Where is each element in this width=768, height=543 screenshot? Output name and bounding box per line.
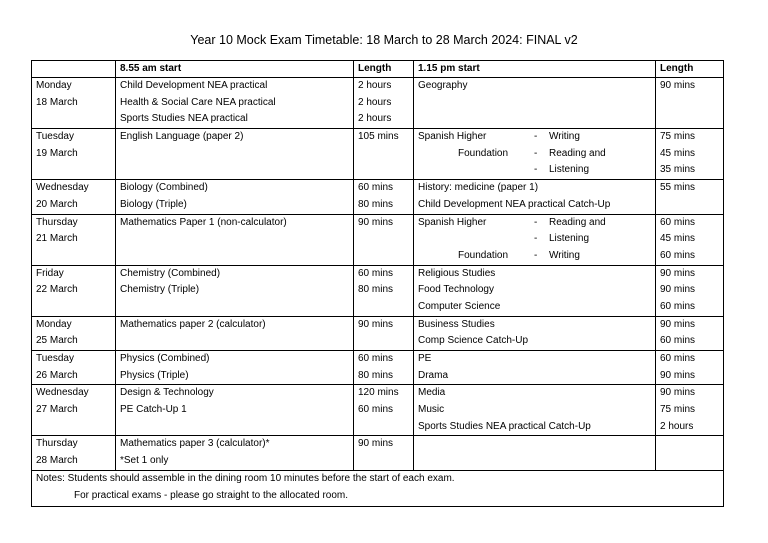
- exam-length: 90 mins: [358, 438, 394, 450]
- exam-length: 60 mins: [358, 267, 394, 279]
- exam-name: Health & Social Care NEA practical: [120, 96, 276, 108]
- am-exam-cell: [116, 385, 354, 436]
- day-cell: [32, 316, 116, 350]
- header-pm-start: 1.15 pm start: [414, 61, 656, 78]
- pm-length-cell: [656, 129, 724, 180]
- am-length-cell: [354, 78, 414, 129]
- day-date: 21 March: [36, 233, 78, 245]
- exam-length: 60 mins: [660, 335, 696, 347]
- exam-name: Chemistry (Triple): [120, 284, 200, 296]
- pm-length-cell: [656, 78, 724, 129]
- exam-name: Music: [418, 404, 445, 416]
- exam-name: Drama: [418, 369, 449, 381]
- day-name: Thursday: [36, 216, 78, 228]
- header-am-start: 8.55 am start: [116, 61, 354, 78]
- dash: -: [534, 249, 538, 261]
- exam-name: Mathematics paper 2 (calculator): [120, 318, 266, 330]
- day-name: Tuesday: [36, 353, 74, 364]
- pm-length-cell: [656, 180, 724, 214]
- exam-name: Biology (Triple): [120, 198, 187, 210]
- skill: Reading and: [549, 147, 606, 159]
- pm-length-cell: [656, 436, 724, 470]
- exam-length: 60 mins: [358, 353, 394, 364]
- day-date: 22 March: [36, 284, 78, 296]
- exam-name: Geography: [418, 80, 468, 91]
- table-row: [32, 214, 724, 265]
- exam-name: Child Development NEA practical Catch-Up: [418, 198, 611, 210]
- exam-length: 2 hours: [358, 80, 392, 91]
- spanish-higher-line: [418, 129, 655, 146]
- exam-length: 90 mins: [660, 80, 696, 91]
- exam-length: 55 mins: [660, 182, 696, 194]
- exam-length: 45 mins: [660, 147, 696, 159]
- exam-length: 45 mins: [660, 233, 696, 245]
- exam-length: 60 mins: [358, 182, 394, 194]
- exam-name: PE: [418, 353, 432, 364]
- exam-length: 90 mins: [358, 318, 394, 330]
- exam-length: 60 mins: [358, 404, 394, 416]
- dash: -: [534, 147, 538, 159]
- skill: Listening: [549, 164, 590, 176]
- exam-length: 80 mins: [358, 369, 394, 381]
- dash: -: [534, 131, 538, 143]
- am-length-cell: [354, 436, 414, 470]
- am-length-cell: [354, 214, 414, 265]
- day-date: 28 March: [36, 455, 78, 467]
- exam-name: Mathematics paper 3 (calculator)*: [120, 438, 270, 450]
- am-exam-cell: [116, 265, 354, 316]
- am-exam-cell: [116, 214, 354, 265]
- exam-length: 60 mins: [660, 300, 696, 312]
- pm-exam-cell: [414, 436, 656, 470]
- exam-name: Mathematics Paper 1 (non-calculator): [120, 216, 287, 228]
- spanish-higher-line: [418, 215, 655, 232]
- spanish-extra-line: [418, 162, 655, 179]
- header-pm-length: Length: [656, 61, 724, 78]
- table-row: [32, 316, 724, 350]
- exam-name: Computer Science: [418, 300, 501, 312]
- day-date: 27 March: [36, 404, 78, 416]
- am-length-cell: [354, 265, 414, 316]
- table-row: [32, 129, 724, 180]
- day-name: Friday: [36, 267, 64, 279]
- exam-length: 2 hours: [660, 420, 694, 432]
- header-row: [32, 61, 724, 78]
- am-length-cell: [354, 385, 414, 436]
- pm-exam-cell: [414, 129, 656, 180]
- table-row: [32, 265, 724, 316]
- day-cell: [32, 78, 116, 129]
- day-name: Thursday: [36, 438, 78, 450]
- day-date: 26 March: [36, 369, 78, 381]
- pm-exam-cell: [414, 385, 656, 436]
- day-cell: [32, 265, 116, 316]
- exam-name: Media: [418, 387, 446, 399]
- exam-length: 90 mins: [660, 387, 696, 399]
- day-name: Monday: [36, 80, 72, 91]
- pm-length-cell: [656, 385, 724, 436]
- am-length-cell: [354, 351, 414, 385]
- day-name: Tuesday: [36, 131, 74, 143]
- table-row: [32, 385, 724, 436]
- am-exam-cell: [116, 316, 354, 350]
- exam-length: 90 mins: [660, 318, 696, 330]
- day-name: Wednesday: [36, 182, 89, 194]
- exam-length: 60 mins: [660, 249, 696, 261]
- exam-length: 105 mins: [358, 131, 399, 143]
- exam-length: 75 mins: [660, 404, 696, 416]
- table-row: [32, 351, 724, 385]
- exam-length: 90 mins: [660, 369, 696, 381]
- pm-exam-cell: [414, 265, 656, 316]
- pm-exam-cell: [414, 316, 656, 350]
- am-exam-cell: [116, 436, 354, 470]
- exam-name: Design & Technology: [120, 387, 214, 399]
- exam-length: 90 mins: [660, 267, 696, 279]
- day-date: 20 March: [36, 198, 78, 210]
- dash: -: [534, 233, 538, 245]
- pm-exam-cell: [414, 78, 656, 129]
- am-exam-cell: [116, 180, 354, 214]
- day-date: 18 March: [36, 96, 78, 108]
- skill: Writing: [549, 131, 580, 143]
- page-title: Year 10 Mock Exam Timetable: 18 March to 28 March 2024: FINAL v2: [190, 33, 578, 47]
- pm-length-cell: [656, 265, 724, 316]
- exam-name: Business Studies: [418, 318, 495, 330]
- am-length-cell: [354, 129, 414, 180]
- day-name: Monday: [36, 318, 72, 330]
- spanish-foundation-line: [418, 146, 655, 163]
- table-row: [32, 436, 724, 470]
- pm-exam-cell: [414, 180, 656, 214]
- header-am-length: Length: [354, 61, 414, 78]
- pm-length-cell: [656, 351, 724, 385]
- exam-name: Chemistry (Combined): [120, 267, 221, 279]
- exam-length: 90 mins: [358, 216, 394, 228]
- skill: Reading and: [549, 216, 606, 228]
- exam-length: 75 mins: [660, 131, 696, 143]
- exam-name: Spanish Higher: [418, 131, 487, 143]
- tier-label: Foundation: [458, 249, 509, 261]
- exam-length: 35 mins: [660, 164, 696, 176]
- exam-length: 2 hours: [358, 113, 392, 125]
- exam-length: 60 mins: [660, 353, 696, 364]
- table-row: [32, 180, 724, 214]
- exam-footnote: *Set 1 only: [120, 455, 169, 467]
- dash: -: [534, 216, 538, 228]
- exam-length: 90 mins: [660, 284, 696, 296]
- day-date: 25 March: [36, 335, 78, 347]
- am-length-cell: [354, 316, 414, 350]
- exam-name: Physics (Triple): [120, 369, 189, 381]
- exam-name: Physics (Combined): [120, 353, 210, 364]
- day-cell: [32, 129, 116, 180]
- spanish-foundation-line: [418, 248, 655, 265]
- exam-name: Spanish Higher: [418, 216, 487, 228]
- am-exam-cell: [116, 129, 354, 180]
- exam-length: 120 mins: [358, 387, 399, 399]
- am-exam-cell: [116, 78, 354, 129]
- day-cell: [32, 180, 116, 214]
- pm-exam-cell: [414, 351, 656, 385]
- exam-name: Comp Science Catch-Up: [418, 335, 529, 347]
- exam-length: 60 mins: [660, 216, 696, 228]
- exam-name: Food Technology: [418, 284, 494, 296]
- exam-name: Sports Studies NEA practical Catch-Up: [418, 420, 591, 432]
- exam-length: 80 mins: [358, 284, 394, 296]
- note-line: For practical exams - please go straight to the allocated room.: [74, 489, 349, 501]
- table-row: [32, 78, 724, 129]
- day-cell: [32, 436, 116, 470]
- am-exam-cell: [116, 351, 354, 385]
- day-date: 19 March: [36, 147, 78, 159]
- exam-name: Sports Studies NEA practical: [120, 113, 248, 125]
- exam-name: Child Development NEA practical: [120, 80, 268, 91]
- pm-exam-cell: [414, 214, 656, 265]
- day-cell: [32, 214, 116, 265]
- exam-name: Religious Studies: [418, 267, 496, 279]
- pm-length-cell: [656, 316, 724, 350]
- notes-row: [32, 470, 724, 506]
- spanish-extra-line: [418, 231, 655, 248]
- exam-length: 2 hours: [358, 96, 392, 108]
- dash: -: [534, 164, 538, 176]
- exam-name: Biology (Combined): [120, 182, 208, 194]
- pm-length-cell: [656, 214, 724, 265]
- skill: Writing: [549, 249, 580, 261]
- day-cell: [32, 385, 116, 436]
- skill: Listening: [549, 233, 590, 245]
- header-day: [32, 61, 116, 78]
- exam-name: History: medicine (paper 1): [418, 182, 539, 194]
- exam-length: 80 mins: [358, 198, 394, 210]
- note-line: Notes: Students should assemble in the dining room 10 minutes before the start of each exam.: [36, 472, 455, 484]
- notes-cell: [32, 470, 724, 506]
- exam-timetable: [31, 60, 724, 507]
- day-name: Wednesday: [36, 387, 89, 399]
- exam-name: PE Catch-Up 1: [120, 404, 187, 416]
- day-cell: [32, 351, 116, 385]
- am-length-cell: [354, 180, 414, 214]
- exam-name: English Language (paper 2): [120, 131, 244, 143]
- tier-label: Foundation: [458, 147, 509, 159]
